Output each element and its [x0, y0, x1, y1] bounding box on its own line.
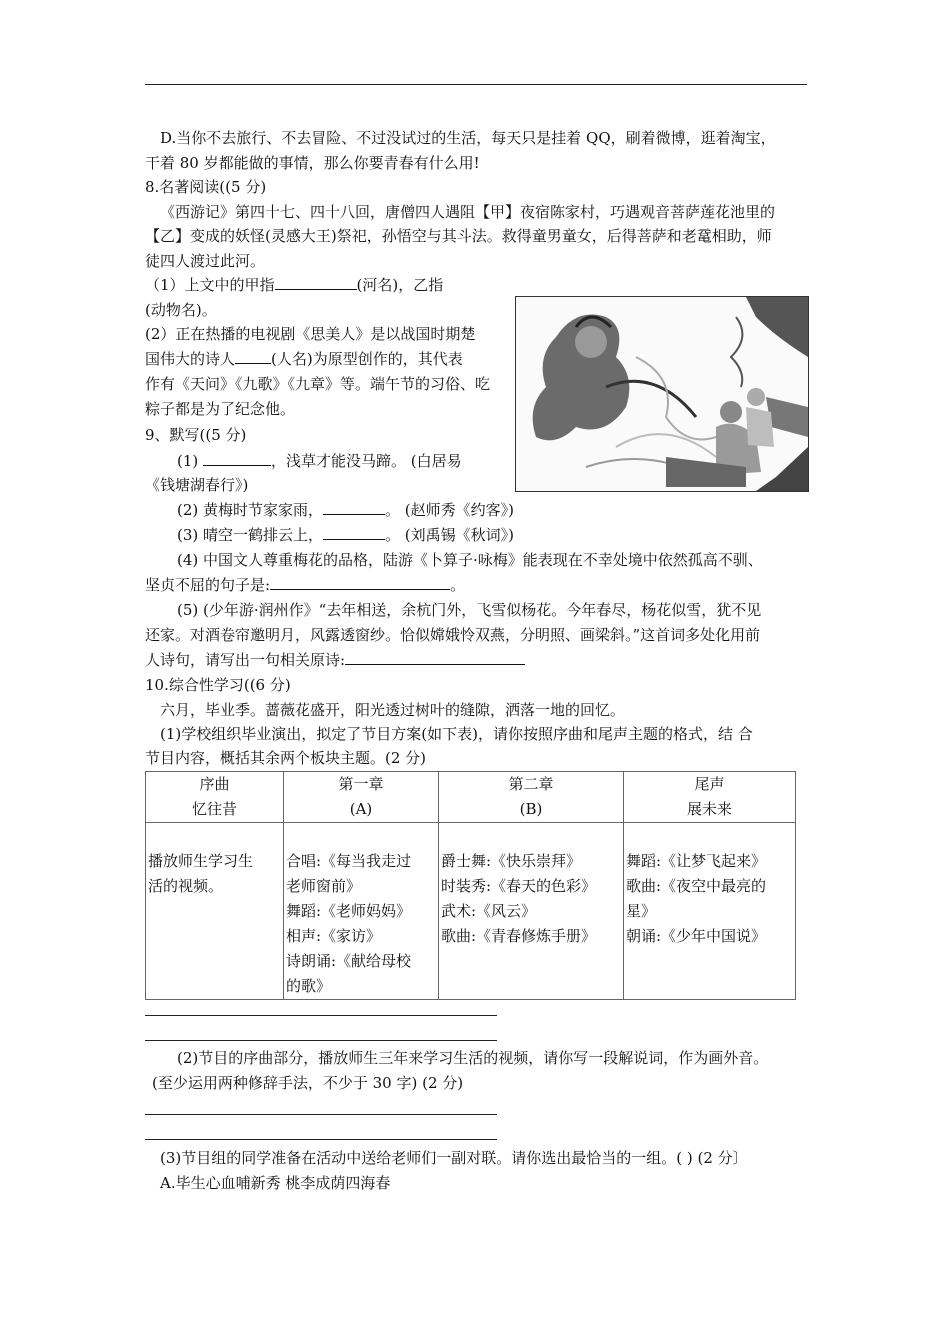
question-8-title: 8.名著阅读((5 分)	[145, 178, 267, 196]
item4-text-a: 坚贞不屈的句子是:	[145, 576, 271, 594]
answer-blank-river[interactable]	[275, 273, 357, 290]
item4-text-b: 。	[450, 576, 466, 594]
sub2-text-a: 国伟大的诗人	[145, 350, 236, 368]
item3-text-a: (3) 晴空一鹤排云上，	[177, 526, 324, 544]
question-9-item5-line3	[145, 648, 525, 672]
question-9-item1-source: 《钱塘湖春行》)	[145, 476, 249, 494]
question-10-sub1-line1: (1)学校组织毕业演出，拟定了节目方案(如下表)，请你按照序曲和尾声主题的格式，结 合	[160, 725, 753, 743]
item2-text-b: 。 (赵师秀《约客》)	[385, 501, 515, 519]
program-line: 星》	[626, 902, 657, 920]
program-line: 的歌》	[286, 977, 332, 995]
question-8-sub1-cont: (动物名)。	[145, 301, 217, 319]
section-theme: 展未来	[686, 800, 732, 818]
question-9-item2	[177, 498, 514, 522]
question-8-sub1	[145, 273, 443, 297]
question-9-item4-line2	[145, 573, 465, 597]
program-line: 舞蹈:《让梦飞起来》	[626, 852, 767, 870]
answer-blank-9-3[interactable]	[323, 523, 385, 540]
item5-text: 人诗句，请写出一句相关原诗:	[145, 651, 346, 669]
illustration-sketch	[516, 297, 808, 491]
question-8-sub2-line4: 粽子都是为了纪念他。	[145, 400, 296, 418]
question-10-sub1-line2: 节目内容，概括其余两个板块主题。(2 分)	[145, 749, 427, 767]
item2-text-a: (2) 黄梅时节家家雨，	[177, 501, 324, 519]
answer-blank-9-1[interactable]	[203, 449, 271, 466]
question-10-sub2-line1: (2)节目的序曲部分，播放师生三年来学习生活的视频，请你写一段解说词，作为画外音。	[177, 1049, 769, 1067]
program-line: 老师窗前》	[286, 877, 362, 895]
section-theme: 忆往昔	[191, 800, 237, 818]
answer-blank-poet[interactable]	[235, 347, 271, 364]
program-line: 歌曲:《夜空中最亮的	[626, 877, 767, 895]
section-name: 尾声	[694, 775, 725, 793]
section-name: 序曲	[199, 775, 230, 793]
question-10-option-a: A.毕生心血哺新秀 桃李成荫四海春	[160, 1174, 391, 1192]
sub1-text-a: （1）上文中的甲指	[145, 276, 275, 294]
question-9-title: 9、默写((5 分)	[145, 426, 247, 444]
table-head-cell	[439, 772, 624, 823]
section-name: 第二章	[508, 775, 554, 793]
program-line: 播放师生学习生	[148, 852, 254, 870]
program-line: 舞蹈:《老师妈妈》	[286, 902, 412, 920]
item1-prefix: (1)	[177, 452, 199, 470]
answer-line[interactable]	[145, 1040, 497, 1041]
question-8-para-line2: 【乙】变成的妖怪(灵感大王)祭祀，孙悟空与其斗法。救得童男童女，后得菩萨和老鼋相助，师	[145, 227, 772, 245]
program-line: 爵士舞:《快乐崇拜》	[441, 852, 582, 870]
table-head-cell	[624, 772, 796, 823]
question-10-title: 10.综合性学习((6 分)	[145, 676, 291, 694]
program-line: 时装秀:《春天的色彩》	[441, 877, 597, 895]
question-8-sub2-line1: (2）正在热播的电视剧《思美人》是以战国时期楚	[145, 325, 476, 343]
answer-blank-9-4[interactable]	[270, 573, 450, 590]
question-9-item4-line1: (4) 中国文人尊重梅花的品格，陆游《卜算子·咏梅》能表现在不幸处境中依然孤高不驯、	[177, 551, 763, 569]
question-8-sub2-line3: 作有《天问》《九歌》《九章》等。端午节的习俗、吃	[145, 375, 491, 393]
item1-text: ，浅草才能没马蹄。 (白居易	[271, 452, 462, 470]
program-cell-chapter2	[439, 823, 624, 1000]
question-9-item1	[177, 449, 462, 473]
table-header-row	[146, 772, 796, 823]
section-theme-blank-b[interactable]: (B)	[519, 800, 543, 818]
program-table	[145, 771, 796, 1000]
program-line: 武术:《风云》	[441, 902, 537, 920]
item3-text-b: 。 (刘禹锡《秋词》)	[385, 526, 515, 544]
sub1-text-b: (河名)，乙指	[356, 276, 444, 294]
program-cell-overture	[146, 823, 284, 1000]
answer-line[interactable]	[145, 1015, 497, 1016]
question-8-para-line3: 徒四人渡过此河。	[145, 252, 266, 270]
question-8-para-line1: 《西游记》第四十七、四十八回，唐僧四人遇阻【甲】夜宿陈家村，巧遇观音菩萨莲花池里的	[160, 203, 776, 221]
option-d-line1: D.当你不去旅行、不去冒险、不过没试过的生活，每天只是挂着 QQ，刷着微博，逛着淘宝，	[160, 129, 776, 147]
answer-line[interactable]	[145, 1114, 497, 1115]
answer-blank-9-2[interactable]	[323, 498, 385, 515]
question-8-sub2-line2	[145, 347, 463, 371]
answer-blank-9-5[interactable]	[345, 648, 525, 665]
program-cell-chapter1	[284, 823, 439, 1000]
program-line: 活的视频。	[148, 877, 224, 895]
program-line: 朝诵:《少年中国说》	[626, 927, 767, 945]
header-rule	[145, 84, 807, 85]
section-theme-blank-a[interactable]: (A)	[349, 800, 373, 818]
program-line: 诗朗诵:《献给母校	[286, 952, 412, 970]
program-line: 相声:《家访》	[286, 927, 382, 945]
table-head-cell	[146, 772, 284, 823]
question-9-item5-line2: 还家。对酒卷帘邀明月，风露透窗纱。恰似嫦娥怜双燕，分明照、画梁斜。”这首词多处化用前	[145, 626, 761, 644]
question-9-item5-line1: (5) (少年游·润州作》“去年相送，余杭门外，飞雪似杨花。今年春尽，杨花似雪，犹不见	[177, 601, 762, 619]
program-line: 合唱:《每当我走过	[286, 852, 412, 870]
question-10-sub3: (3)节目组的同学准备在活动中送给老师们一副对联。请你选出最恰当的一组。( ) (2 分〕	[160, 1149, 748, 1167]
section-name: 第一章	[338, 775, 384, 793]
answer-line[interactable]	[145, 1139, 497, 1140]
table-head-cell	[284, 772, 439, 823]
option-d-line2: 干着 80 岁都能做的事情，那么你要青春有什么用!	[145, 154, 480, 172]
program-cell-finale	[624, 823, 796, 1000]
sub2-text-b: (人名)为原型创作的，其代表	[271, 350, 463, 368]
question-10-intro: 六月，毕业季。蔷薇花盛开，阳光透过树叶的缝隙，洒落一地的回忆。	[160, 701, 626, 719]
program-line: 歌曲:《青春修炼手册》	[441, 927, 597, 945]
journey-west-illustration	[515, 296, 809, 492]
table-body-row	[146, 823, 796, 1000]
question-10-sub2-line2: (至少运用两种修辞手法，不少于 30 字) (2 分)	[152, 1074, 464, 1092]
question-9-item3	[177, 523, 514, 547]
